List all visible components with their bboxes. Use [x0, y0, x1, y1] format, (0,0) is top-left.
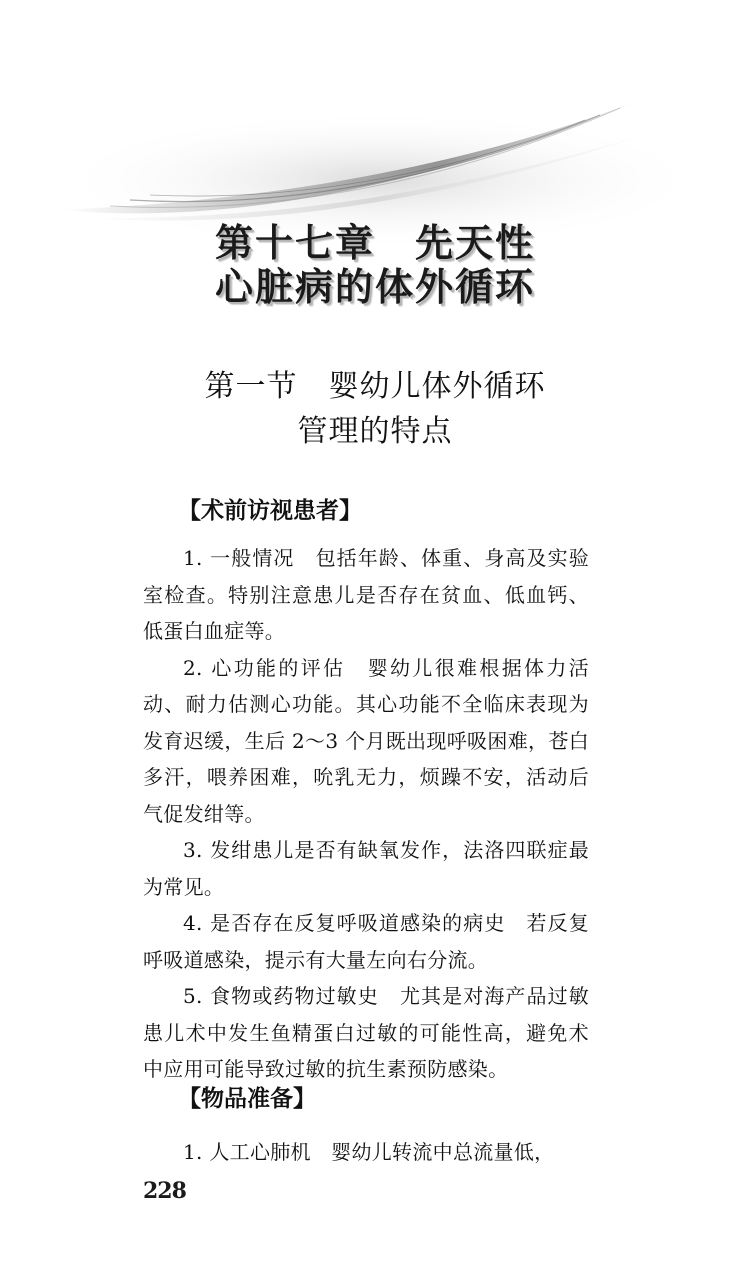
paragraph-general-condition: 1. 一般情况 包括年龄、体重、身高及实验室检查。特别注意患儿是否存在贫血、低血钙、低蛋白血症等。: [143, 546, 589, 643]
chapter-title-line1: 第十七章 先天性: [214, 221, 535, 265]
preop-visit-heading: 【术前访视患者】: [178, 498, 362, 524]
supplies-body: [143, 1134, 589, 1171]
paragraph-cyanosis: 3. 发绀患儿是否有缺氧发作，法洛四联症最为常见。: [143, 838, 589, 899]
chapter-title-line2: 心脏病的体外循环: [214, 265, 535, 309]
paragraph-cardiac-function: 2. 心功能的评估 婴幼儿很难根据体力活动、耐力估测心功能。其心功能不全临床表现为发育迟缓，生后 2～3 个月既出现呼吸困难，苍白多汗，喂养困难，吮乳无力，烦躁不安，活动后气促发绀等。: [143, 655, 589, 826]
section-title-line1: 第一节 婴幼儿体外循环: [204, 369, 546, 404]
preop-visit-body: [143, 540, 589, 1088]
paragraph-respiratory-infection: 4. 是否存在反复呼吸道感染的病史 若反复呼吸道感染，提示有大量左向右分流。: [143, 911, 589, 972]
section-title-line2: 管理的特点: [297, 414, 453, 449]
paragraph-allergy-history: 5. 食物或药物过敏史 尤其是对海产品过敏患儿术中发生鱼精蛋白过敏的可能性高，避免术中应用可能导致过敏的抗生素预防感染。: [143, 984, 589, 1081]
supplies-heading: 【物品准备】: [178, 1086, 316, 1112]
page-number: 228: [143, 1178, 186, 1204]
paragraph-heart-lung-machine: 1. 人工心肺机 婴幼儿转流中总流量低，: [183, 1140, 555, 1164]
